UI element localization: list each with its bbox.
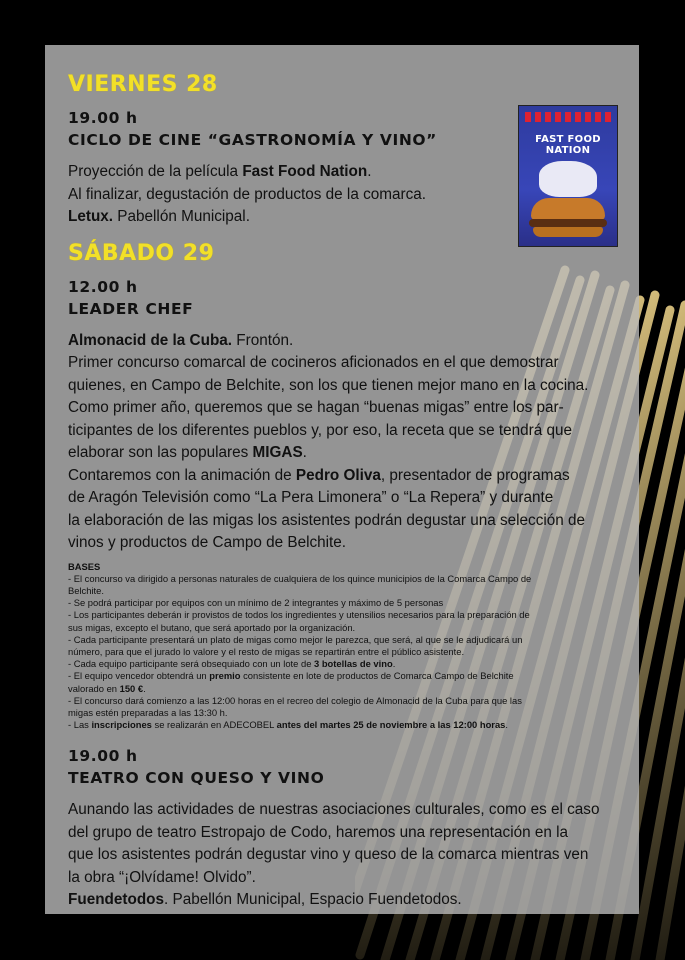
text-line: Primer concurso comarcal de cocineros aficionados en el que demostrar xyxy=(68,354,559,371)
text-line: ticipantes de los diferentes pueblos y, por eso, la receta que se tendrá que xyxy=(68,421,572,439)
event-title: LEADER CHEF xyxy=(68,299,194,318)
event-location: Almonacid de la Cuba. Frontón. xyxy=(68,331,294,349)
burger-bun-bottom xyxy=(533,227,603,237)
movie-poster xyxy=(518,105,618,247)
text-line: del grupo de teatro Estropajo de Codo, haremos una representación en la xyxy=(68,823,569,841)
event-description xyxy=(68,330,628,555)
event-title: CICLO DE CINE “GASTRONOMÍA Y VINO” xyxy=(68,131,437,149)
rule-line: migas estén preparadas a las 13:30 h. xyxy=(68,706,228,718)
rule-line: - Los participantes deberán ir provistos de todos los ingredientes y utensilios necesarios para la preparación de xyxy=(68,609,530,621)
event-location: Letux. Pabellón Municipal. xyxy=(68,208,250,225)
rule-line: número, para que el jurado lo valore y el resto de migas se repartirán entre el público asistente. xyxy=(68,645,465,657)
rule-line: - El concurso va dirigido a personas naturales de cualquiera de los quince municipios de la Comarca Campo de xyxy=(68,572,532,584)
text-line: la obra “¡Olvídame! Olvido”. xyxy=(68,868,256,886)
day-heading-saturday: SÁBADO 29 xyxy=(68,240,215,266)
text-line: la elaboración de las migas los asistentes podrán degustar una selección de xyxy=(68,511,586,529)
contest-rules xyxy=(68,561,628,732)
event-location: Fuendetodos. Pabellón Municipal, Espacio Fuendetodos. xyxy=(68,891,462,909)
rule-line: - Cada equipo participante será obsequiado con un lote de 3 botellas de vino. xyxy=(68,658,396,670)
event-title: TEATRO CON QUESO Y VINO xyxy=(68,769,325,788)
rules-label: BASES xyxy=(68,560,101,572)
text-line: quienes, en Campo de Belchite, son los que tienen mejor mano en la cocina. xyxy=(68,376,589,394)
rule-line: Belchite. xyxy=(68,584,104,596)
text-line: Como primer año, queremos que se hagan “buenas migas” entre los par- xyxy=(68,399,564,416)
text-line: Al finalizar, degustación de productos de la comarca. xyxy=(68,185,426,203)
event-time: 19.00 h xyxy=(68,747,138,766)
text-line: Proyección de la película Fast Food Nation. xyxy=(68,163,372,180)
rule-line: - El equipo vencedor obtendrá un premio consistente en lote de productos de Comarca Campo de Belchite xyxy=(68,670,514,682)
burger-bun-top xyxy=(531,198,605,220)
text-line: de Aragón Televisión como “La Pera Limonera” o “La Repera” y durante xyxy=(68,489,554,506)
poster-credits-strip xyxy=(525,112,611,122)
event-description xyxy=(68,799,628,912)
rule-line: - Cada participante presentará un plato de migas como mejor le parezca, que será, al que se le adjudicará un xyxy=(68,633,523,645)
rule-line: - Las inscripciones se realizarán en ADECOBEL antes del martes 25 de noviembre a las 12:00 horas. xyxy=(68,719,508,731)
rule-line: sus migas, excepto el butano, que será aportado por la organización. xyxy=(68,621,356,633)
flag-map-graphic xyxy=(539,161,597,197)
text-line: Aunando las actividades de nuestras asociaciones culturales, como es el caso xyxy=(68,801,600,819)
text-line: vinos y productos de Campo de Belchite. xyxy=(68,534,347,551)
text-line: que los asistentes podrán degustar vino y queso de la comarca mientras ven xyxy=(68,846,589,864)
text-line: elaborar son las populares MIGAS. xyxy=(68,444,307,461)
rule-line: - Se podrá participar por equipos con un mínimo de 2 integrantes y máximo de 5 personas xyxy=(68,597,444,609)
burger-patty xyxy=(529,219,607,227)
poster-title: FAST FOOD NATION xyxy=(535,134,601,156)
rule-line: valorado en 150 €. xyxy=(68,682,146,694)
event-time: 12.00 h xyxy=(68,277,138,296)
rule-line: - El concurso dará comienzo a las 12:00 horas en el recreo del colegio de Almonacid de la Cuba para que las xyxy=(68,694,522,706)
program-panel xyxy=(45,45,639,914)
day-heading-friday: VIERNES 28 xyxy=(68,72,218,97)
text-line: Contaremos con la animación de Pedro Oliva, presentador de programas xyxy=(68,466,570,484)
event-time: 19.00 h xyxy=(68,109,138,127)
